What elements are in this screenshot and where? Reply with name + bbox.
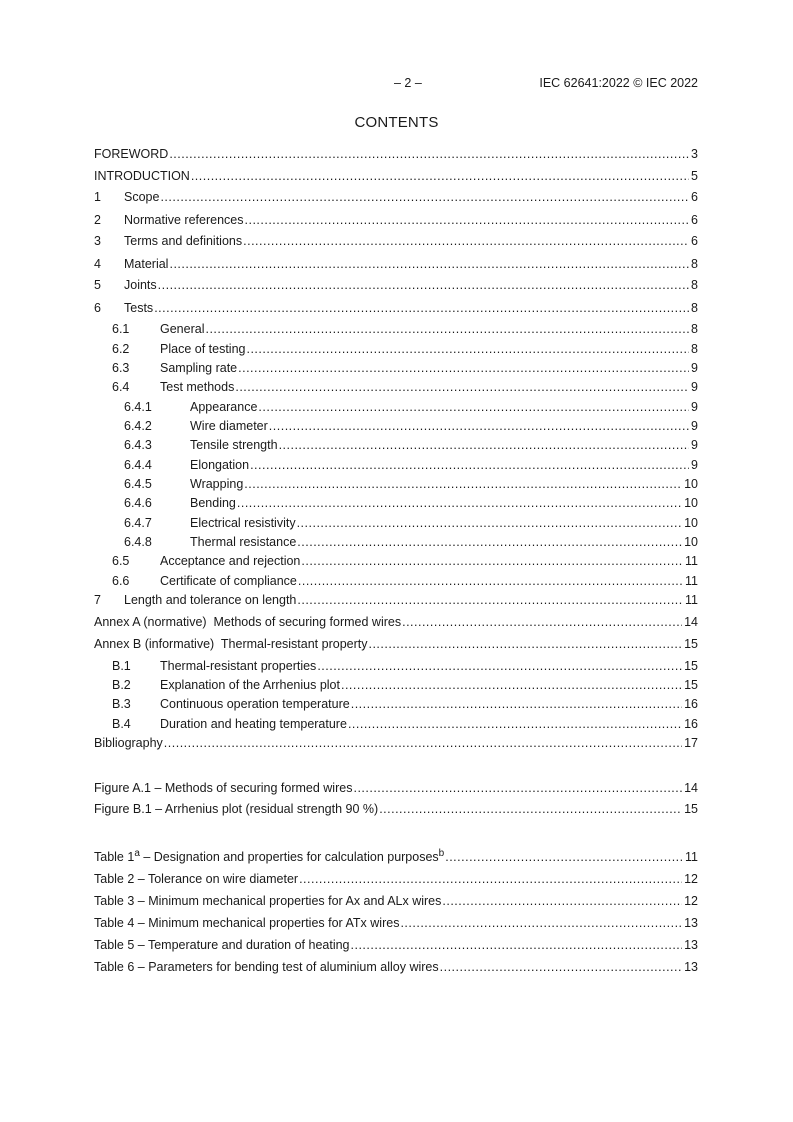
toc-entry-label: Thermal resistance: [190, 535, 297, 549]
dot-leader: [164, 735, 682, 751]
toc-entry-joints[interactable]: [94, 277, 698, 293]
toc-entry-page: 10: [684, 516, 698, 530]
dot-leader: [351, 937, 683, 953]
page-header: [94, 76, 698, 92]
dot-leader: [299, 871, 682, 887]
toc-entry-label: Sampling rate: [160, 361, 238, 375]
toc-entry-number: 6.1: [112, 322, 130, 336]
dot-leader: [368, 636, 682, 652]
dot-leader: [402, 614, 682, 630]
toc-entry-b2[interactable]: [94, 677, 698, 693]
toc-entry-label: General: [160, 322, 205, 336]
toc-entry-page: 10: [684, 477, 698, 491]
toc-entry-test-methods[interactable]: [94, 379, 698, 395]
dot-leader: [297, 534, 682, 550]
toc-entry-page: 5: [691, 169, 698, 183]
footnote-marker-b: b: [438, 848, 445, 859]
toc-entry-number: 6.4.5: [124, 477, 152, 491]
toc-entry-number: 5: [94, 278, 101, 292]
dot-leader: [317, 658, 682, 674]
table-entry-label: [94, 849, 444, 865]
toc-entry-introduction[interactable]: [94, 168, 698, 184]
toc-entry-label: Wrapping: [190, 477, 244, 491]
toc-entry-page: 6: [691, 234, 698, 248]
toc-entry-label: Tests: [124, 301, 154, 315]
toc-entry-page: 9: [691, 458, 698, 472]
dot-leader: [442, 893, 682, 909]
figure-entry-label: Figure B.1 – Arrhenius plot (residual strength 90 %): [94, 802, 379, 816]
toc-entry-number: 6.4.4: [124, 458, 152, 472]
dot-leader: [353, 780, 682, 796]
toc-entry-label: Certificate of compliance: [160, 574, 297, 588]
toc-entry-appearance[interactable]: [94, 399, 698, 415]
toc-entry-label: FOREWORD: [94, 147, 169, 161]
dot-leader: [243, 233, 689, 249]
toc-entry-number: B.2: [112, 678, 131, 692]
toc-entry-label: Duration and heating temperature: [160, 717, 347, 731]
toc-entry-normative-references[interactable]: [94, 212, 698, 228]
toc-entry-tensile-strength[interactable]: [94, 437, 698, 453]
table-entry-page: 12: [684, 872, 698, 886]
dot-leader: [297, 515, 683, 531]
dot-leader: [250, 457, 689, 473]
toc-entry-b4[interactable]: [94, 716, 698, 732]
dot-leader: [154, 300, 689, 316]
toc-entry-label: Joints: [124, 278, 157, 292]
toc-entry-scope[interactable]: [94, 189, 698, 205]
toc-entry-number: B.4: [112, 717, 131, 731]
dot-leader: [269, 418, 689, 434]
figure-list-entry-b1[interactable]: [94, 801, 698, 817]
toc-entry-label: INTRODUCTION: [94, 169, 190, 183]
toc-entry-label: Appearance: [190, 400, 258, 414]
toc-entry-page: 6: [691, 190, 698, 204]
table-entry-label: Table 2 – Tolerance on wire diameter: [94, 872, 299, 886]
toc-entry-page: 9: [691, 400, 698, 414]
dot-leader: [348, 716, 682, 732]
dot-leader: [440, 959, 682, 975]
table-entry-label: Table 6 – Parameters for bending test of aluminium alloy wires: [94, 960, 439, 974]
toc-entry-label: Bending: [190, 496, 236, 510]
figure-list-entry-a1[interactable]: [94, 780, 698, 796]
figure-entry-label: Figure A.1 – Methods of securing formed wires: [94, 781, 353, 795]
page-number: – 2 –: [394, 76, 422, 90]
toc-entry-page: 15: [684, 637, 698, 651]
table-list-entry-2[interactable]: [94, 871, 698, 887]
toc-entry-place-of-testing[interactable]: [94, 341, 698, 357]
toc-entry-number: B.1: [112, 659, 131, 673]
dot-leader: [244, 476, 682, 492]
toc-entry-label: Length and tolerance on length: [124, 593, 297, 607]
toc-entry-thermal-resistance[interactable]: [94, 534, 698, 550]
toc-entry-page: 9: [691, 419, 698, 433]
toc-entry-label: Place of testing: [160, 342, 246, 356]
toc-entry-page: 9: [691, 361, 698, 375]
toc-entry-wire-diameter[interactable]: [94, 418, 698, 434]
dot-leader: [235, 379, 689, 395]
toc-entry-label: Electrical resistivity: [190, 516, 296, 530]
toc-entry-electrical-resistivity[interactable]: [94, 515, 698, 531]
toc-entry-number: 6.4.2: [124, 419, 152, 433]
toc-entry-wrapping[interactable]: [94, 476, 698, 492]
table-list-entry-5[interactable]: [94, 937, 698, 953]
toc-entry-number: 6.4.1: [124, 400, 152, 414]
toc-entry-number: 6.2: [112, 342, 130, 356]
table-entry-page: 13: [684, 938, 698, 952]
toc-entry-page: 17: [684, 736, 698, 750]
toc-entry-label: Annex A (normative) Methods of securing formed wires: [94, 615, 402, 629]
dot-leader: [351, 696, 682, 712]
toc-entry-number: 3: [94, 234, 101, 248]
toc-entry-label: Material: [124, 257, 169, 271]
toc-entry-label: Normative references: [124, 213, 244, 227]
dot-leader: [160, 189, 689, 205]
toc-entry-bending[interactable]: [94, 495, 698, 511]
toc-entry-number: 6.3: [112, 361, 130, 375]
toc-entry-page: 11: [685, 574, 698, 588]
toc-entry-b3[interactable]: [94, 696, 698, 712]
toc-entry-page: 9: [691, 380, 698, 394]
toc-entry-page: 16: [684, 717, 698, 731]
toc-entry-foreword[interactable]: [94, 146, 698, 162]
table-list-entry-3[interactable]: [94, 893, 698, 909]
toc-entry-label: Thermal-resistant properties: [160, 659, 317, 673]
toc-entry-page: 15: [684, 678, 698, 692]
toc-entry-terms-and-definitions[interactable]: [94, 233, 698, 249]
toc-entry-number: 6.5: [112, 554, 130, 568]
table-entry-page: 12: [684, 894, 698, 908]
dot-leader: [191, 168, 689, 184]
dot-leader: [258, 399, 689, 415]
toc-entry-page: 8: [691, 342, 698, 356]
dot-leader: [158, 277, 689, 293]
figure-entry-page: 15: [684, 802, 698, 816]
toc-entry-elongation[interactable]: [94, 457, 698, 473]
toc-entry-page: 15: [684, 659, 698, 673]
toc-entry-label: Test methods: [160, 380, 235, 394]
toc-entry-number: 6.4.8: [124, 535, 152, 549]
dot-leader: [445, 849, 683, 865]
toc-entry-annex-a[interactable]: [94, 614, 698, 630]
toc-entry-label: Continuous operation temperature: [160, 697, 350, 711]
toc-entry-page: 14: [684, 615, 698, 629]
toc-entry-label: Bibliography: [94, 736, 163, 750]
toc-entry-annex-b[interactable]: [94, 636, 698, 652]
toc-entry-length-and-tolerance[interactable]: [94, 592, 698, 608]
toc-entry-label: Terms and definitions: [124, 234, 243, 248]
toc-entry-label: Elongation: [190, 458, 250, 472]
dot-leader: [246, 341, 689, 357]
toc-entry-b1[interactable]: [94, 658, 698, 674]
dot-leader: [298, 573, 683, 589]
toc-entry-number: 6.4.3: [124, 438, 152, 452]
toc-entry-number: 6.6: [112, 574, 130, 588]
figure-entry-page: 14: [684, 781, 698, 795]
dot-leader: [379, 801, 682, 817]
toc-entry-number: 4: [94, 257, 101, 271]
toc-entry-general[interactable]: [94, 321, 698, 337]
toc-entry-page: 8: [691, 257, 698, 271]
table-entry-page: 11: [685, 850, 698, 864]
dot-leader: [169, 256, 689, 272]
toc-entry-number: 6.4.6: [124, 496, 152, 510]
toc-entry-label: Acceptance and rejection: [160, 554, 301, 568]
toc-entry-label: Wire diameter: [190, 419, 268, 433]
dot-leader: [400, 915, 682, 931]
toc-entry-label: Annex B (informative) Thermal-resistant property: [94, 637, 368, 651]
toc-entry-label: Explanation of the Arrhenius plot: [160, 678, 340, 692]
toc-entry-certificate-of-compliance[interactable]: [94, 573, 698, 589]
dot-leader: [245, 212, 690, 228]
dot-leader: [169, 146, 689, 162]
toc-entry-page: 3: [691, 147, 698, 161]
table-entry-label: Table 3 – Minimum mechanical properties for Ax and ALx wires: [94, 894, 442, 908]
toc-entry-page: 8: [691, 301, 698, 315]
table-entry-prefix: Table 1: [94, 850, 135, 864]
toc-entry-page: 8: [691, 322, 698, 336]
dot-leader: [297, 592, 683, 608]
table-list-entry-4[interactable]: [94, 915, 698, 931]
toc-entry-number: 6: [94, 301, 101, 315]
toc-entry-page: 10: [684, 535, 698, 549]
dot-leader: [238, 360, 689, 376]
toc-entry-label: Scope: [124, 190, 160, 204]
table-list-entry-6[interactable]: [94, 959, 698, 975]
document-id: IEC 62641:2022 © IEC 2022: [539, 76, 698, 90]
toc-entry-page: 16: [684, 697, 698, 711]
toc-entry-page: 8: [691, 278, 698, 292]
dot-leader: [237, 495, 682, 511]
dot-leader: [205, 321, 689, 337]
table-entry-page: 13: [684, 916, 698, 930]
toc-entry-page: 11: [685, 554, 698, 568]
toc-entry-bibliography[interactable]: [94, 735, 698, 751]
toc-entry-sampling-rate[interactable]: [94, 360, 698, 376]
toc-entry-number: B.3: [112, 697, 131, 711]
table-list-entry-1[interactable]: [94, 849, 698, 865]
toc-entry-number: 7: [94, 593, 101, 607]
toc-entry-page: 11: [685, 593, 698, 607]
toc-entry-material[interactable]: [94, 256, 698, 272]
dot-leader: [279, 437, 689, 453]
toc-entry-number: 2: [94, 213, 101, 227]
toc-entry-page: 6: [691, 213, 698, 227]
dot-leader: [341, 677, 682, 693]
table-entry-label: Table 5 – Temperature and duration of heating: [94, 938, 350, 952]
table-entry-title: – Designation and properties for calculation purposes: [139, 850, 439, 864]
toc-entry-number: 6.4.7: [124, 516, 152, 530]
toc-entry-page: 10: [684, 496, 698, 510]
toc-entry-label: Tensile strength: [190, 438, 278, 452]
toc-entry-number: 1: [94, 190, 101, 204]
table-entry-page: 13: [684, 960, 698, 974]
page-title: CONTENTS: [354, 114, 439, 131]
dot-leader: [301, 553, 683, 569]
table-entry-label: Table 4 – Minimum mechanical properties for ATx wires: [94, 916, 400, 930]
footnote-marker-a: a: [134, 848, 140, 859]
toc-entry-page: 9: [691, 438, 698, 452]
toc-entry-number: 6.4: [112, 380, 130, 394]
toc-entry-acceptance-and-rejection[interactable]: [94, 553, 698, 569]
toc-entry-tests[interactable]: [94, 300, 698, 316]
